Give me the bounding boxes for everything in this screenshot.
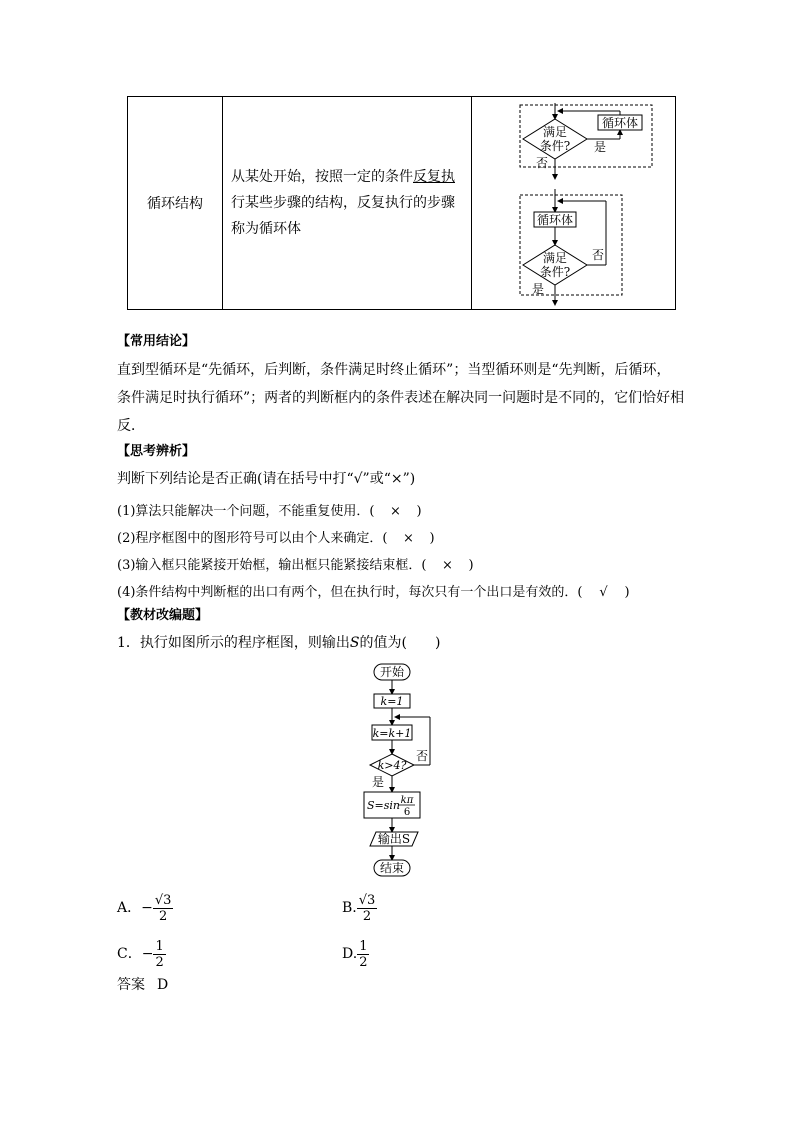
judge-item-1: (1)算法只能解决一个问题，不能重复使用．( × ): [117, 504, 422, 519]
think-intro: 判断下列结论是否正确(请在括号中打“√”或“×”): [117, 471, 416, 487]
program-flowchart: [350, 660, 450, 882]
answer-label: 答案: [117, 977, 145, 993]
table-cell-name: [128, 97, 223, 310]
option-b: B. $\frac{√3}{2}$: [342, 892, 376, 924]
bottom-cond-line2: 条件?: [539, 265, 571, 279]
structure-name: 循环结构: [147, 196, 203, 212]
think-heading: 【思考辨析】: [117, 444, 196, 459]
option-c: C．− $\frac{1}{2}$: [117, 938, 164, 970]
judge-item-3: (3)输入框只能紧接开始框，输出框只能紧接结束框．( × ): [117, 558, 474, 573]
desc-line-1: 从某处开始，按照一定的条件反复执: [231, 169, 455, 185]
judge-item-2: (2)程序框图中的图形符号可以由个人来确定．( × ): [117, 531, 435, 546]
question-var: S: [349, 635, 360, 651]
flow-assign-den: 6: [403, 807, 411, 818]
top-yes-label: 是: [594, 140, 607, 154]
judge-mark-1: ×: [390, 504, 401, 519]
judge-mark-3: ×: [442, 558, 453, 573]
conclusion-line-1: 直到型循环是“先循环，后判断，条件满足时终止循环”；当型循环则是“先判断，后循环，: [117, 362, 671, 378]
flow-start-text: 开始: [379, 665, 405, 679]
table-cell-description: [223, 97, 472, 310]
judge-item-4: (4)条件结构中判断框的出口有两个，但在执行时，每次只有一个出口是有效的．( √ ): [117, 585, 630, 600]
top-loop-body: 循环体: [601, 116, 639, 130]
table-cell-diagrams: [472, 97, 676, 310]
bottom-no-label: 否: [592, 248, 605, 262]
desc-line-3: 称为循环体: [231, 221, 301, 237]
flow-assign-lhs: S=sin: [367, 799, 400, 812]
judge-mark-2: ×: [403, 531, 414, 546]
option-a: A．− $\frac{√3}{2}$: [117, 892, 172, 924]
flow-cond-text: k>4?: [377, 759, 407, 772]
flow-yes-label: 是: [372, 775, 385, 789]
answer-value: D: [157, 977, 169, 993]
top-cond-line1: 满足: [542, 125, 568, 139]
until-loop-diagram: [512, 189, 672, 307]
option-d: D. $\frac{1}{2}$: [342, 938, 368, 970]
flow-end-text: 结束: [379, 861, 405, 875]
top-no-label: 否: [536, 156, 549, 170]
bottom-loop-body: 循环体: [536, 213, 574, 227]
conclusion-heading: 【常用结论】: [117, 334, 196, 349]
while-loop-diagram: [512, 103, 672, 183]
flow-output-text: 输出S: [377, 832, 411, 846]
textbook-heading: 【教材改编题】: [117, 608, 209, 623]
top-cond-line2: 条件?: [539, 139, 571, 153]
option-a-fraction: $\frac{√3}{2}$: [154, 892, 172, 924]
loop-structure-table: [127, 96, 676, 310]
bottom-cond-line1: 满足: [542, 251, 568, 265]
option-b-fraction: $\frac{√3}{2}$: [358, 892, 376, 924]
answer-line: [117, 972, 168, 998]
flow-init-text: k=1: [380, 695, 404, 708]
flow-assign-num: kπ: [400, 795, 414, 806]
flow-step-text: k=k+1: [372, 727, 412, 740]
option-d-fraction: $\frac{1}{2}$: [359, 938, 368, 970]
option-c-fraction: $\frac{1}{2}$: [155, 938, 164, 970]
conclusion-line-2: 条件满足时执行循环”；两者的判断框内的条件表述在解决同一问题时是不同的，它们恰好相: [117, 390, 685, 406]
desc-line-2: 行某些步骤的结构，反复执行的步骤: [231, 195, 455, 211]
flow-no-label: 否: [416, 749, 429, 763]
judge-mark-4: √: [599, 585, 608, 600]
bottom-yes-label: 是: [532, 282, 545, 296]
question-1: 1．执行如图所示的程序框图，则输出S的值为( ): [117, 635, 441, 651]
conclusion-line-3: 反．: [117, 418, 145, 434]
